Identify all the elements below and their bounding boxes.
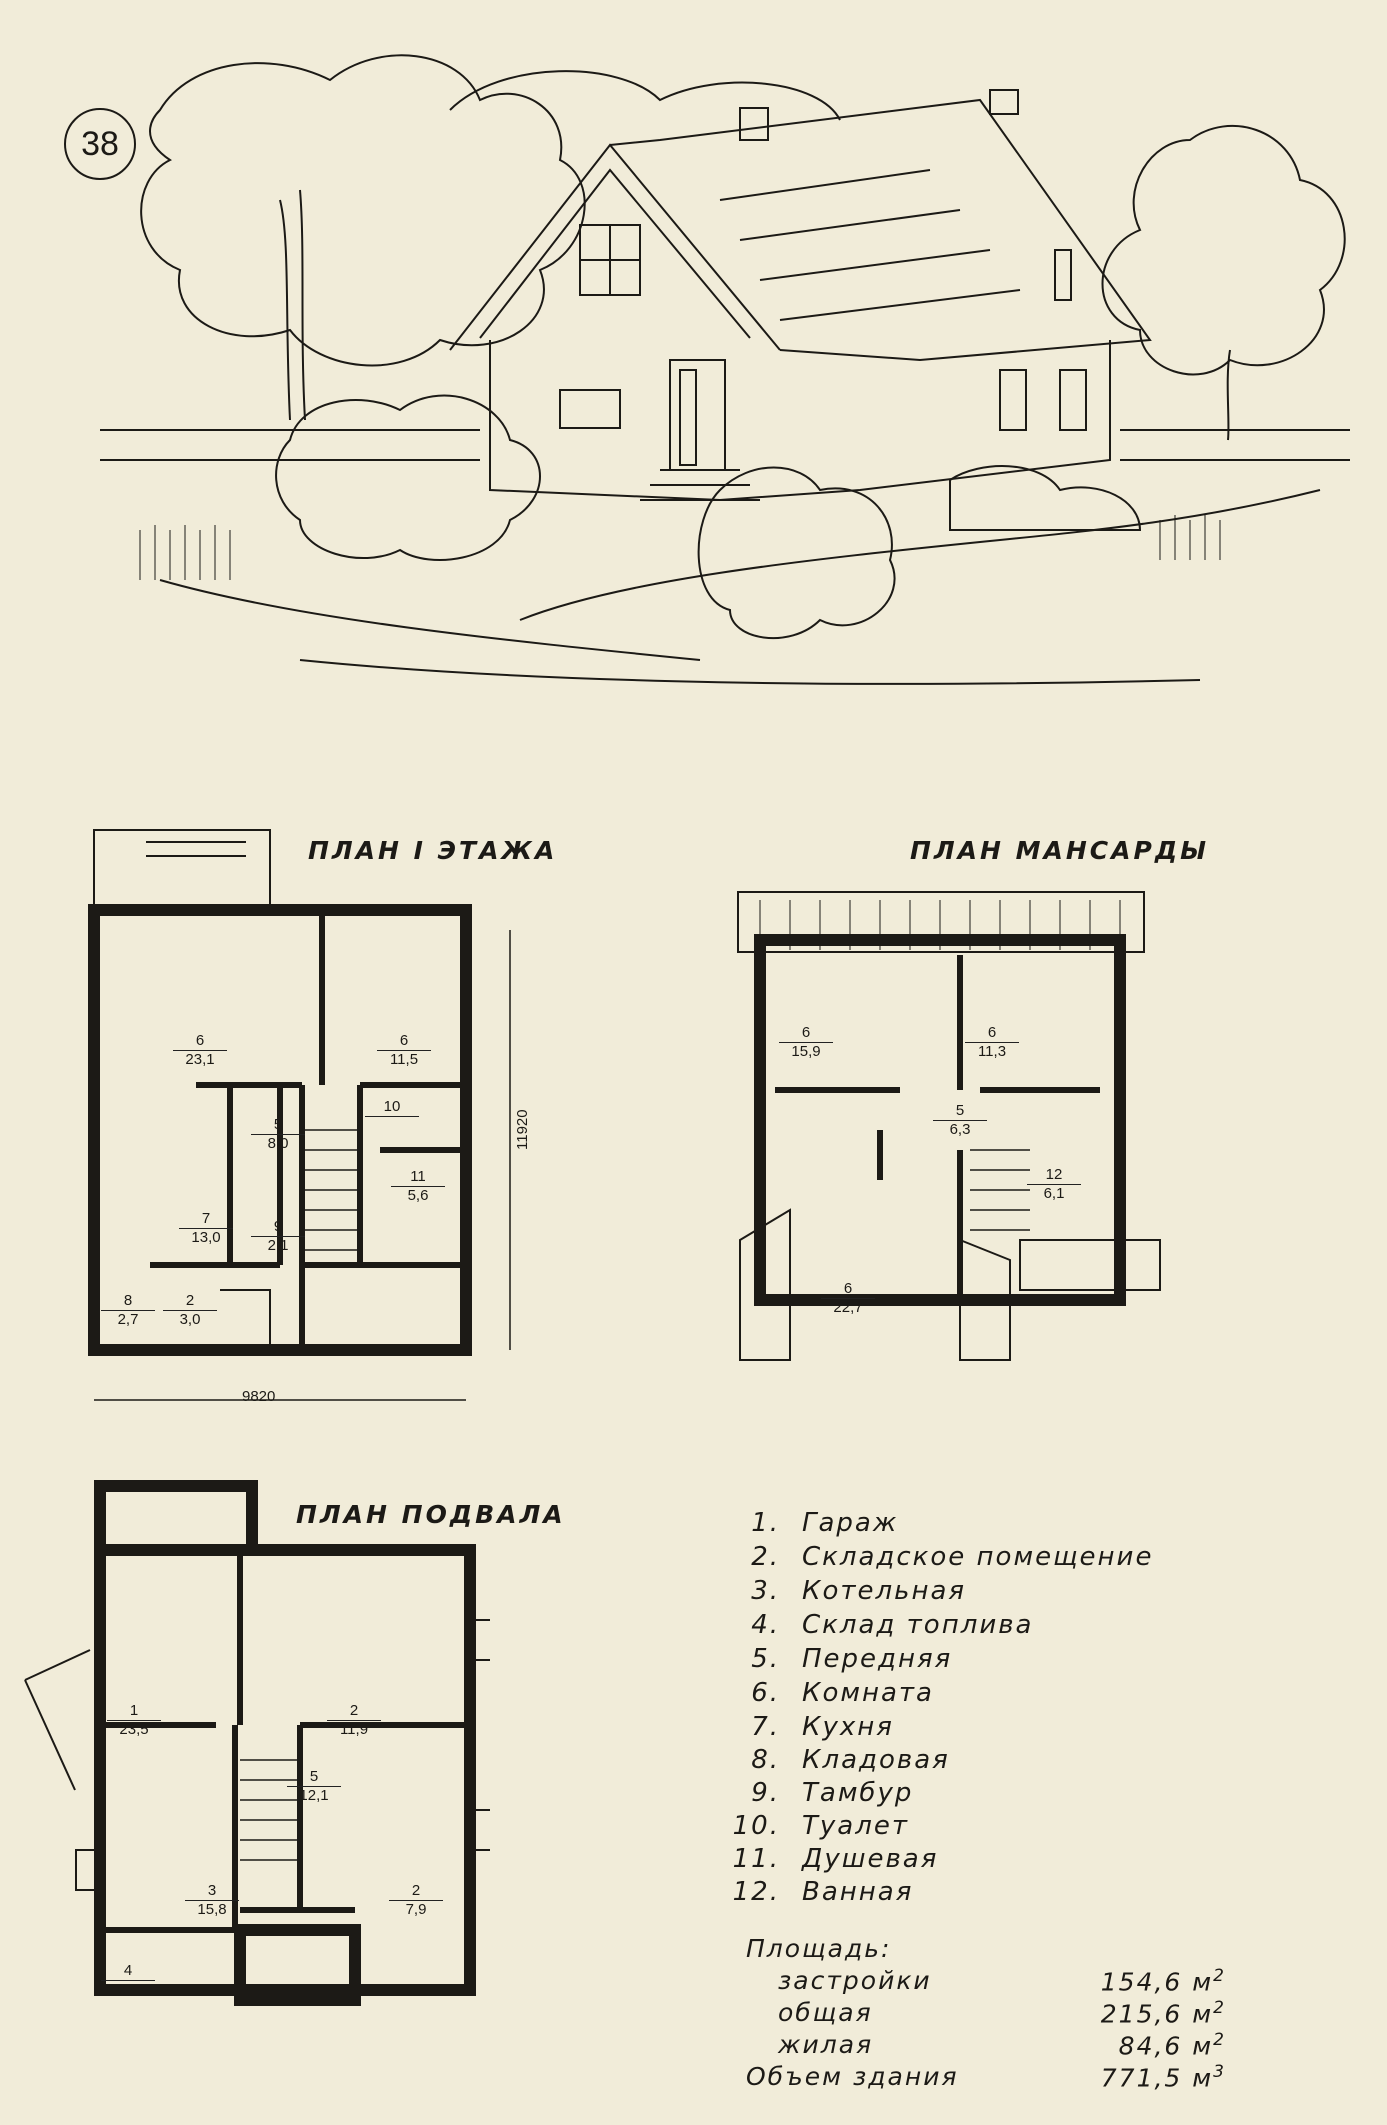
stat-value: 771,5 $м^3$ (1100, 2062, 1226, 2093)
first-floor-plan (70, 820, 570, 1430)
room-label: 9 2,1 (251, 1218, 305, 1255)
first-floor-plan-title: ПЛАН I ЭТАЖА (308, 836, 558, 865)
basement-plan (20, 1470, 490, 2090)
room-label: 6 22,7 (821, 1280, 875, 1317)
dimension-height: 11920 (514, 1109, 531, 1150)
stats-heading: Площадь: (746, 1934, 892, 1963)
room-label: 11 5,6 (391, 1168, 445, 1205)
room-label: 5 8,0 (251, 1116, 305, 1153)
room-label: 3 15,8 (185, 1882, 239, 1919)
legend-item: 9. Тамбур (751, 1778, 914, 1808)
page-number: 38 (81, 124, 119, 163)
room-label: 6 23,1 (173, 1032, 227, 1069)
legend-item: 2. Складское помещение (751, 1542, 1154, 1572)
legend-item: 10. Туалет (732, 1811, 909, 1841)
room-label: 2 3,0 (163, 1292, 217, 1329)
legend-item: 7. Кухня (751, 1712, 894, 1742)
room-label: 12 6,1 (1027, 1166, 1081, 1203)
room-label: 6 11,3 (965, 1024, 1019, 1061)
room-label: 8 2,7 (101, 1292, 155, 1329)
legend-item: 4. Склад топлива (751, 1610, 1034, 1640)
stat-label: Объем здания (746, 2062, 959, 2091)
room-label: 1 23,5 (107, 1702, 161, 1739)
legend-item: 12. Ванная (732, 1877, 914, 1907)
stat-value: 215,6 $м^2$ (1100, 1998, 1226, 2029)
room-label: 2 11,9 (327, 1702, 381, 1739)
room-label: 5 6,3 (933, 1102, 987, 1139)
room-label: 6 11,5 (377, 1032, 431, 1069)
room-label: 2 7,9 (389, 1882, 443, 1919)
legend-item: 1. Гараж (751, 1508, 899, 1538)
stat-value: 84,6 $м^2$ (1118, 2030, 1226, 2061)
attic-plan-title: ПЛАН МАНСАРДЫ (910, 836, 1209, 865)
dimension-width: 9820 (242, 1388, 276, 1405)
legend-item: 6. Комната (751, 1678, 934, 1708)
room-label: 10 (365, 1098, 419, 1117)
room-label: 4 6,4 (101, 1962, 155, 1999)
stat-value: 154,6 $м^2$ (1100, 1966, 1226, 1997)
room-label: 7 13,0 (179, 1210, 233, 1247)
room-label: 6 15,9 (779, 1024, 833, 1061)
room-label: 5 12,1 (287, 1768, 341, 1805)
legend-item: 11. Душевая (732, 1844, 939, 1874)
house-illustration (100, 20, 1380, 720)
stat-label: жилая (778, 2030, 874, 2059)
stat-label: застройки (778, 1966, 932, 1995)
legend-item: 8. Кладовая (751, 1745, 950, 1775)
basement-plan-title: ПЛАН ПОДВАЛА (296, 1500, 566, 1529)
legend-item: 5. Передняя (751, 1644, 953, 1674)
stat-label: общая (778, 1998, 873, 2027)
legend-item: 3. Котельная (751, 1576, 967, 1606)
